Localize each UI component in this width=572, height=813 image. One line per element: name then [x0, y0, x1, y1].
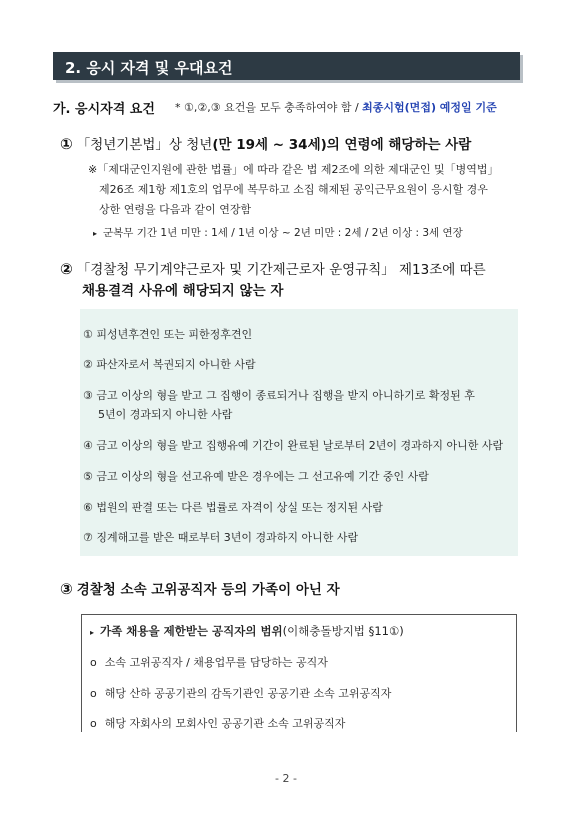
list-item: ④ 금고 이상의 형을 받고 집행유예 기간이 완료된 날로부터 2년이 경과하지 아니한 사람	[83, 439, 504, 452]
list-item: ① 피성년후견인 또는 피한정후견인	[83, 328, 253, 341]
subsection-title: 가. 응시자격 요건	[53, 102, 155, 117]
circle-bullet-icon: o	[90, 687, 97, 700]
list-item: ② 파산자로서 복권되지 아니한 사람	[83, 358, 256, 371]
triangle-bullet-icon: ▸	[90, 628, 95, 637]
restriction-title	[90, 623, 404, 639]
requirement-2-line1: 「경찰청 무기계약근로자 및 기간제근로자 운영규칙」 제13조에 따른	[76, 262, 486, 278]
note-prefix: * ①,②,③ 요건을 모두 충족하여야 함 /	[175, 101, 363, 114]
list-item-continuation: 5년이 경과되지 아니한 사람	[98, 408, 233, 421]
section-header	[53, 52, 520, 80]
restriction-title-ref: (이해충돌방지법 §11①)	[282, 624, 404, 638]
requirement-3-text: 경찰청 소속 고위공직자 등의 가족이 아닌 자	[76, 582, 340, 598]
veteran-note-line3: 상한 연령을 다음과 같이 연장함	[99, 203, 252, 216]
subsection-note	[175, 99, 497, 115]
section-title: 2. 응시 자격 및 우대요건	[65, 59, 233, 77]
requirement-1-number: ①	[60, 135, 73, 153]
disqualification-list-box	[80, 309, 518, 556]
circle-bullet-icon: o	[90, 656, 97, 669]
requirement-2-number: ②	[60, 260, 73, 278]
list-item	[90, 715, 345, 731]
page-number: - 2 -	[275, 772, 297, 785]
military-extension-bullet	[93, 225, 463, 240]
list-item: ③ 금고 이상의 형을 받고 그 집행이 종료되거나 집행을 받지 아니하기로 확정된 후	[83, 389, 475, 402]
list-item-text: 해당 산하 공공기관의 감독기관인 공공기관 소속 고위공직자	[104, 687, 392, 700]
requirement-2-line2: 채용결격 사유에 해당되지 않는 자	[82, 283, 284, 299]
circle-bullet-icon: o	[90, 717, 97, 730]
list-item	[90, 654, 328, 670]
list-item	[90, 685, 391, 701]
veteran-note-line1: ※「제대군인지원에 관한 법률」에 따라 같은 법 제2조에 의한 제대군인 및「병역법」	[88, 163, 499, 176]
military-extension-text: 군복무 기간 1년 미만 : 1세 / 1년 이상 ~ 2년 미만 : 2세 / 2년 이상 : 3세 연장	[103, 227, 463, 239]
list-item: ⑤ 금고 이상의 형을 선고유예 받은 경우에는 그 선고유예 기간 중인 사람	[83, 470, 429, 483]
triangle-bullet-icon: ▸	[93, 229, 98, 238]
list-item-text: 해당 자회사의 모회사인 공공기관 소속 고위공직자	[104, 717, 346, 730]
requirement-3	[60, 578, 340, 598]
restriction-title-bold: 가족 채용을 제한받는 공직자의 범위	[100, 624, 283, 638]
requirement-1-text: 「청년기본법」상 청년	[76, 137, 213, 153]
requirement-3-number: ③	[60, 580, 73, 598]
note-highlight: 최종시험(면접) 예정일 기준	[362, 101, 497, 114]
family-restriction-box	[81, 614, 517, 732]
list-item-text: 소속 고위공직자 / 채용업무를 담당하는 공직자	[104, 656, 328, 669]
requirement-1-bold: (만 19세 ~ 34세)의 연령에 해당하는 사람	[212, 137, 472, 153]
requirement-1	[60, 133, 471, 153]
requirement-2	[60, 258, 486, 278]
list-item: ⑦ 징계해고를 받은 때로부터 3년이 경과하지 아니한 사람	[83, 531, 359, 544]
veteran-note-line2: 제26조 제1항 제1호의 업무에 복무하고 소집 해제된 공익근무요원이 응시할 경우	[99, 183, 488, 196]
list-item: ⑥ 법원의 판결 또는 다른 법률로 자격이 상실 또는 정지된 사람	[83, 501, 383, 514]
